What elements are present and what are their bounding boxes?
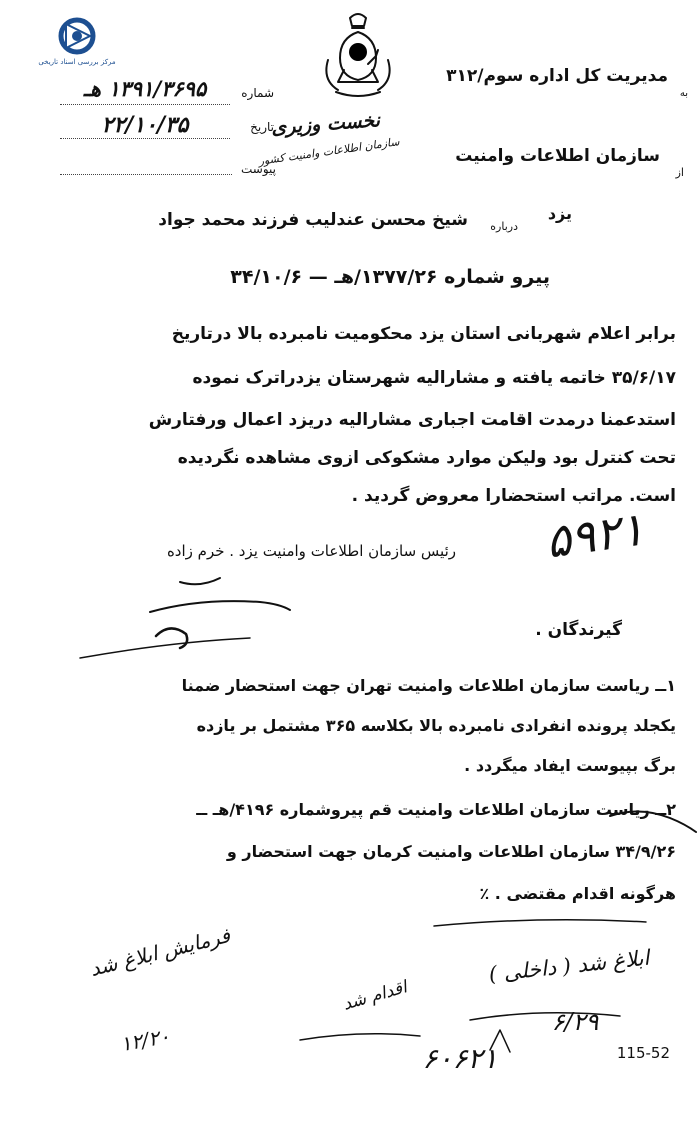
attachment-label: پیوست (241, 162, 276, 176)
reference-line: پیرو شماره ۱۳۷۷/۲۶/هـ — ۳۴/۱۰/۶ (230, 266, 550, 288)
stamp-title: نخست وزیری (270, 109, 381, 139)
note-middle: اقدام شد (340, 977, 410, 1015)
note-bottom-number: ۶۰۶۲۱ (422, 1042, 498, 1075)
body-line-3: استدعمنا درمدت اقامت اجباری مشارالیه دریزد اعمال ورفتارش (148, 410, 676, 430)
footer-code: 115-52 (616, 1044, 670, 1062)
note-right: ابلاغ شد ( داخلی ) (487, 945, 651, 987)
date-line (60, 138, 230, 139)
stamp-subtitle: سازمان اطلاعات وامنیت کشور (257, 135, 401, 168)
recipient-2-line-3: هرگونه اقدام مقتضی . ٪ (479, 884, 676, 903)
body-line-1: برابر اعلام شهربانی استان یزد محکومیت نامبرده بالا درتاریخ (171, 324, 676, 344)
body-line-5: است. مراتب استحضارا معروض گردید . (351, 486, 676, 506)
recipient-2-line-2: ۳۴/۹/۲۶ سازمان اطلاعات وامنیت کرمان جهت استحضار و (226, 842, 676, 861)
signature-line: رئیس سازمان اطلاعات وامنیت یزد . خرم زاده (166, 542, 456, 560)
issuer: سازمان اطلاعات وامنیت (455, 146, 660, 166)
lion-and-sun-emblem (318, 10, 398, 98)
addressee: مدیریت کل اداره سوم/۳۱۲ (446, 66, 668, 86)
margin-pen-stroke (600, 796, 700, 836)
date-label: تاریخ (250, 120, 274, 134)
subject-text: شیخ محسن عندلیب فرزند محمد جواد (158, 210, 468, 230)
subject-label: درباره (490, 220, 518, 233)
margin-number: ۵۹۲۱ (542, 501, 648, 569)
recipient-1-line-3: برگ بپیوست ایفاد میگردد . (464, 756, 676, 775)
recipient-2-line-1: ۲ــ ریاست سازمان اطلاعات وامنیت قم پیروشماره ۴۱۹۶/هـ ــ (196, 800, 676, 819)
body-line-4: تحت کنترل بود ولیکن موارد مشکوکی ازوی مشاهده نگردیده (177, 448, 676, 468)
recipient-1-line-2: یکجلد پرونده انفرادی نامبرده بالا بکلاسه ۳۶۵ مشتمل بر یازده (196, 716, 676, 735)
date-value: ۲۲/۱۰/۳۵ (101, 112, 189, 138)
initials-scribble (60, 572, 320, 662)
note-left-date: ۱۲/۲۰ (118, 1023, 172, 1057)
note-left: فرمایش ابلاغ شد (87, 923, 233, 981)
archive-logo-icon (52, 14, 102, 58)
divider-stroke (430, 912, 650, 932)
recipients-title: گیرندگان . (535, 620, 622, 640)
number-label: شماره (241, 86, 274, 100)
watermark (22, 14, 132, 69)
number-line (60, 104, 230, 105)
note-bottom-date: ۶/۲۹ (551, 1008, 599, 1036)
to-prefix: به (679, 88, 688, 99)
watermark-text: مرکز بررسی اسناد تاریخی (38, 58, 116, 66)
recipient-1-line-1: ۱ــ ریاست سازمان اطلاعات وامنیت تهران جهت استحضار ضمنا (181, 676, 676, 695)
attachment-line (60, 174, 232, 175)
issuer-prefix: از (675, 166, 684, 179)
subject-city: یزد (547, 204, 572, 223)
number-value: ۱۳۹۱/۳۶۹۵ هـ (83, 76, 207, 101)
body-line-2: ۳۵/۶/۱۷ خاتمه یافته و مشارالیه شهرستان یزدراترک نموده (192, 368, 676, 388)
